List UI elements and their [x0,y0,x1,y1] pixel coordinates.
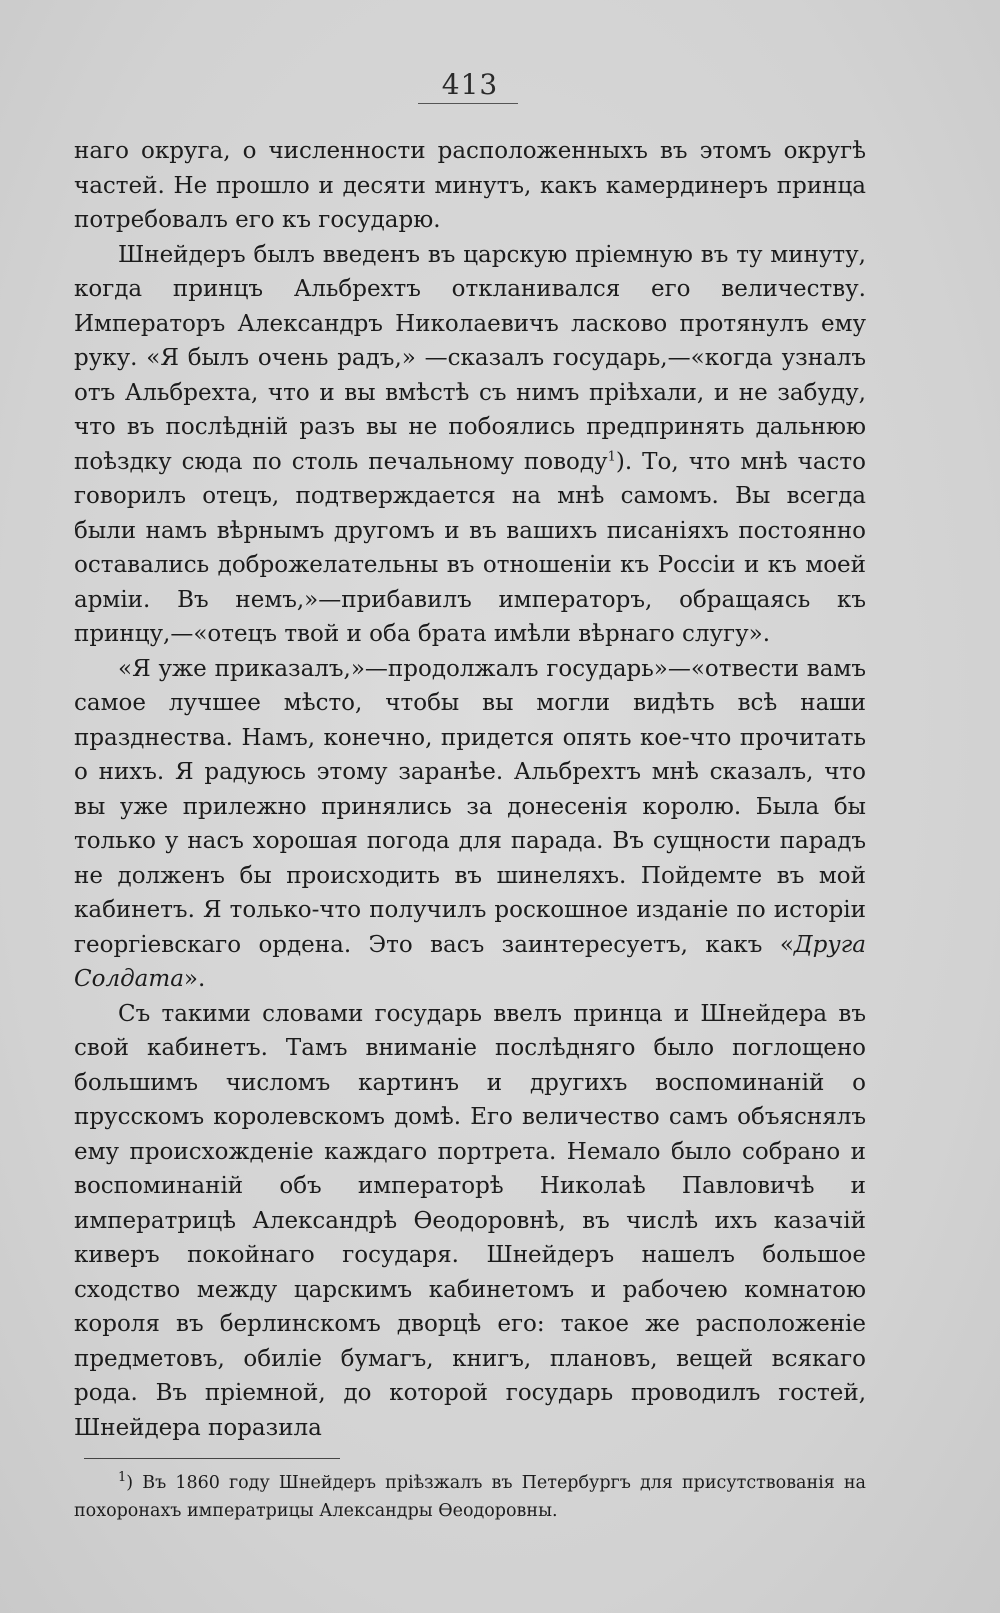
paragraph-1: наго округа, о численности расположенныхъ въ этомъ округѣ частей. Не прошло и десяти минутъ, какъ камердинеръ принца потребовалъ его къ государю. [74,138,866,233]
paragraph-2-text: Шнейдеръ былъ введенъ въ царскую пріемную въ ту минуту, когда принцъ Альбрехтъ откланивался его величеству. Императоръ Александръ Николаевичъ ласково протянулъ ему руку. «Я былъ очень радъ,» —сказалъ государь,—«когда узналъ отъ Альбрехта, что и вы вмѣстѣ съ нимъ пріѣхали, и не забуду, что въ послѣдній разъ вы не побоялись предпринять дальнюю поѣздку сюда по столь печальному поводу [74,241,866,475]
paragraph-4: Съ такими словами государь ввелъ принца и Шнейдера въ свой кабинетъ. Тамъ вниманіе послѣдняго было поглощено большимъ числомъ картинъ и другихъ воспоминаній о прусскомъ королевскомъ домѣ. Его величество самъ объяснялъ ему происхожденіе каждаго портрета. Немало было собрано и воспоминаній объ императорѣ Николаѣ Павловичѣ и императрицѣ Александрѣ Өеодоровнѣ, въ числѣ ихъ казачій киверъ покойнаго государя. Шнейдеръ нашелъ большое сходство между царскимъ кабинетомъ и рабочею комнатою короля въ берлинскомъ дворцѣ его: такое же расположеніе предметовъ, обиліе бумагъ, книгъ, плановъ, вещей всякаго рода. Въ пріемной, до которой государь проводилъ гостей, Шнейдера поразила [74,1000,866,1441]
italic-title: Друга Солдата [74,931,866,992]
paragraph-3-text-end: ». [183,966,206,992]
footnote [74,1469,866,1525]
body-text [74,134,866,1445]
footnote-mark: 1 [118,1470,127,1486]
footnote-reference: 1 [607,448,616,464]
page-number: 413 [441,68,499,101]
paragraph-2 [74,238,866,652]
paragraph-2-text-continued: ). То, что мнѣ часто говорилъ отецъ, подтверждается на мнѣ самомъ. Вы всегда были намъ вѣрнымъ другомъ и въ вашихъ писаніяхъ постоянно оставались доброжелательны въ отношеніи къ Россіи и къ моей арміи. Въ немъ,»—прибавилъ императоръ, обращаясь къ принцу,—«отецъ твой и оба брата имѣли вѣрнаго слугу». [74,448,867,647]
paragraph-3-text: «Я уже приказалъ,»—продолжалъ государь»—«отвести вамъ самое лучшее мѣсто, чтобы вы могли видѣть всѣ наши празднества. Намъ, конечно, придется опять кое-что прочитать о нихъ. Я радуюсь этому заранѣе. Альбрехтъ мнѣ сказалъ, что вы уже прилежно принялись за донесенія королю. Была бы только у насъ хорошая погода для парада. Въ сущности парадъ не долженъ бы происходить въ шинеляхъ. Пойдемте въ мой кабинетъ. Я только-что получилъ роскошное изданіе по исторіи георгіевскаго ордена. Это васъ заинтересуетъ, какъ « [74,655,866,958]
footnote-text: ) Въ 1860 году Шнейдеръ пріѣзжалъ въ Петербургъ для присутствованія на похоронахъ императрицы Александры Өеодоровны. [74,1473,866,1521]
paragraph-3 [74,652,866,997]
page-number-rule [418,103,518,104]
footnote-rule [84,1458,340,1459]
